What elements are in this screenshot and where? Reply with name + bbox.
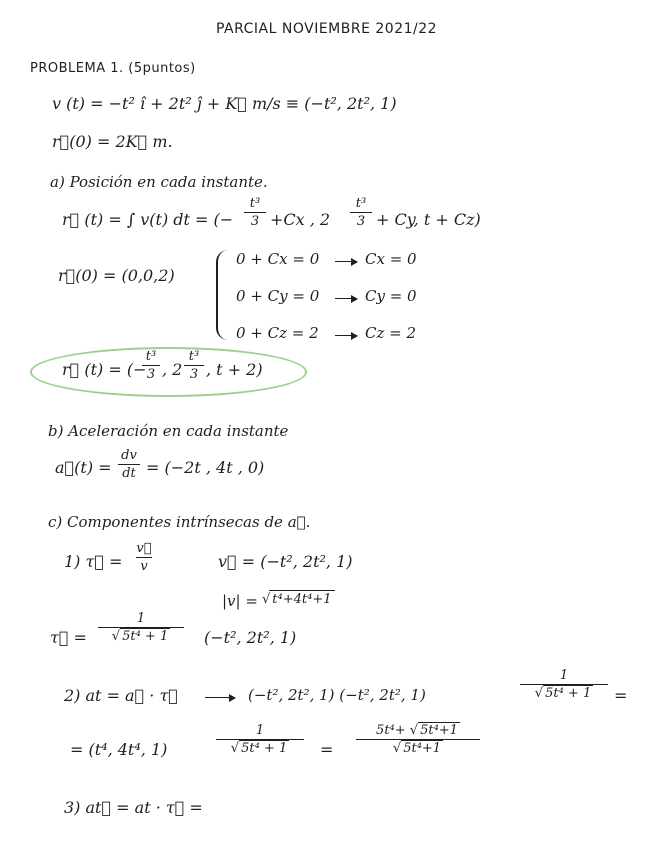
constant-res-1: Cx = 0 [365,250,417,268]
integral-frac-1: t³ 3 [244,197,266,228]
tau-def-frac: v⃗ v [136,541,152,574]
at-dot-lhs: = (t⁴, 4t⁴, 1) [70,740,168,759]
r0-condition: r⃗(0) = (0,0,2) [58,266,175,285]
at-def: 2) at = a⃗ · τ⃗ [64,686,178,705]
tau-vector: (−t², 2t², 1) [204,628,297,647]
part-a-label: a) Posición en cada instante. [50,173,268,191]
tau-def-lhs: 1) τ⃗ = [64,552,123,571]
integral-mid: +Cx , 2 [270,210,331,229]
result-frac-1: t³ 3 [142,350,160,381]
result-frac-2: t³ 3 [184,350,204,381]
velocity-modulus-sqrt: √ t⁴+4t⁴+1 [262,590,335,607]
at-dot-eq: = [320,740,334,759]
dv-dt-frac: dv dt [118,449,140,480]
initial-position: r⃗(0) = 2K⃗ m. [52,132,173,151]
system-brace [216,250,228,340]
velocity-equation: v (t) = −t² î + 2t² ĵ + K⃗ m/s ≡ (−t², 2t², 1) [52,94,397,113]
arrow-icon [335,298,357,299]
page-title: PARCIAL NOVIEMBRE 2021/22 [216,21,438,37]
integral-frac-2: t³ 3 [350,197,372,228]
at-eq: = [614,686,628,705]
at-result-frac: 5t⁴+ √ 5t⁴+1 √ 5t⁴+1 [356,724,480,755]
acc-rhs: = (−2t , 4t , 0) [146,458,265,477]
arrow-icon [335,335,357,336]
integral-end: + Cy, t + Cz) [376,210,481,229]
constant-eq-1: 0 + Cx = 0 [236,250,320,268]
part-b-label: b) Aceleración en cada instante [48,422,289,440]
acc-lhs: a⃗(t) = [55,458,112,477]
arrow-icon [335,261,357,262]
arrow-icon [205,697,235,698]
tau-lhs: τ⃗ = [50,628,87,647]
result-mid: , 2 [162,360,183,379]
tau-frac: 1 √ 5t⁴ + 1 [98,612,184,643]
at-product: (−t², 2t², 1) (−t², 2t², 1) [248,686,426,704]
velocity-vector: v⃗ = (−t², 2t², 1) [218,552,353,571]
at-dot-frac: 1 √ 5t⁴ + 1 [216,724,304,755]
constant-eq-3: 0 + Cz = 2 [236,324,319,342]
constant-eq-2: 0 + Cy = 0 [236,287,320,305]
constant-res-3: Cz = 2 [365,324,417,342]
constant-res-2: Cy = 0 [365,287,417,305]
result-lhs: r⃗ (t) = (− [62,360,147,379]
integral-lhs: r⃗ (t) = ∫ v(t) dt = (− [62,210,234,229]
at-vector-def: 3) at⃗ = at · τ⃗ = [64,798,203,817]
result-end: , t + 2) [206,360,263,379]
problem-heading: PROBLEMA 1. (5puntos) [30,61,196,76]
velocity-modulus-lhs: |v| = [222,592,258,610]
part-c-label: c) Componentes intrínsecas de a⃗. [48,513,311,531]
at-frac: 1 √ 5t⁴ + 1 [520,669,608,700]
